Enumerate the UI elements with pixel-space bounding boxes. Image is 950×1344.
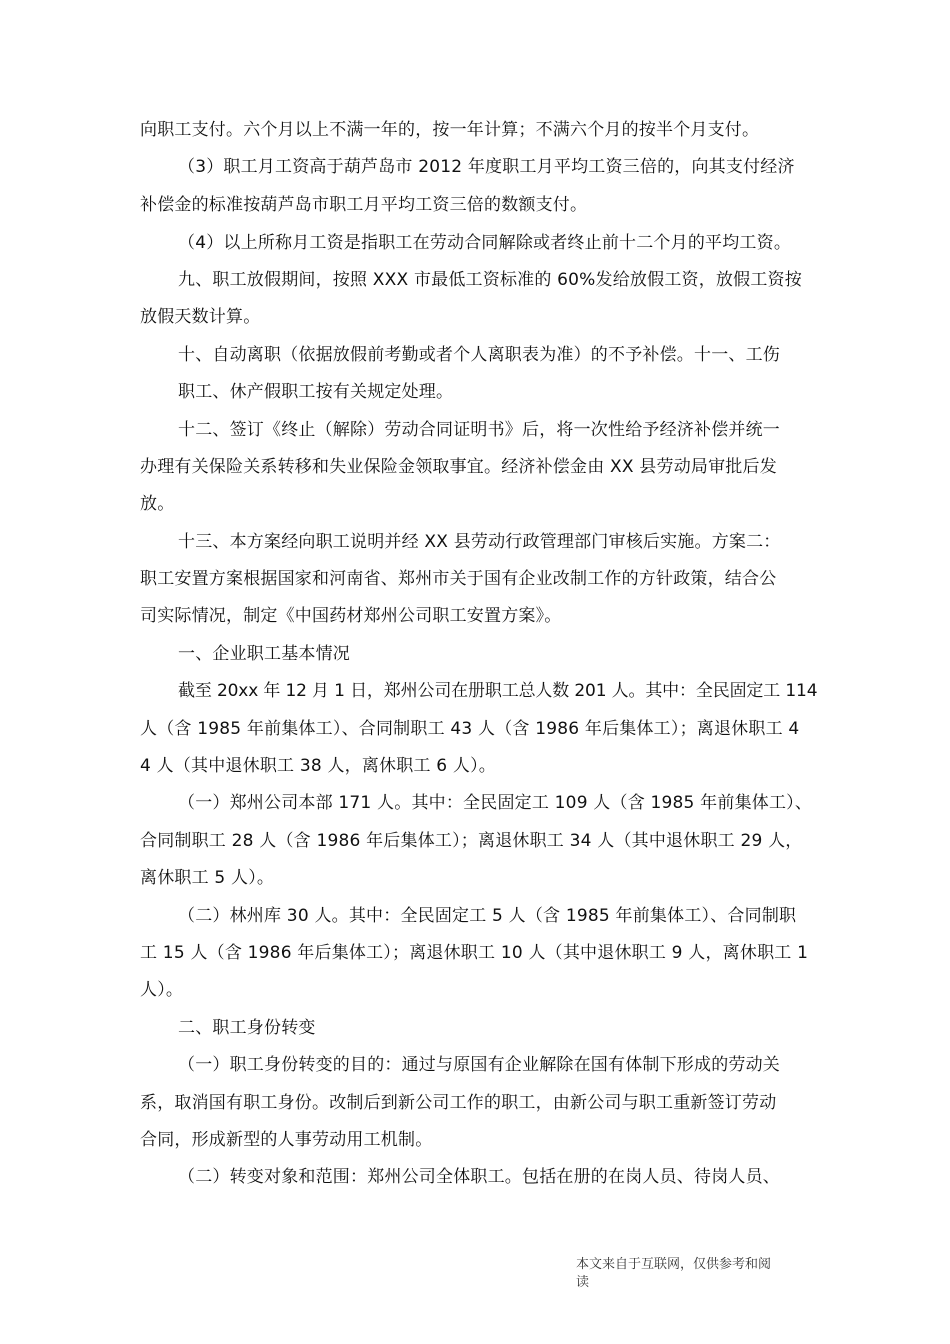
paragraph-line: 九、职工放假期间，按照 XXX 市最低工资标准的 60%发给放假工资，放假工资按 [178, 270, 802, 290]
paragraph-line: 向职工支付。六个月以上不满一年的，按一年计算；不满六个月的按半个月支付。 [140, 120, 760, 140]
paragraph-line: （4）以上所称月工资是指职工在劳动合同解除或者终止前十二个月的平均工资。 [178, 233, 792, 253]
paragraph-line: （一）郑州公司本部 171 人。其中：全民固定工 109 人（含 1985 年前集体工）、 [178, 793, 813, 813]
footer-note [576, 1256, 806, 1292]
paragraph-line: 离休职工 5 人）。 [140, 868, 275, 888]
paragraph-line: 办理有关保险关系转移和失业保险金领取事宜。经济补偿金由 XX 县劳动局审批后发 [140, 457, 777, 477]
footer-line: 本文来自于互联网，仅供参考和阅 [576, 1257, 772, 1272]
paragraph-line: 职工安置方案根据国家和河南省、郑州市关于国有企业改制工作的方针政策，结合公 [140, 569, 777, 589]
paragraph-line: 职工、休产假职工按有关规定处理。 [178, 382, 454, 402]
paragraph-line: 合同制职工 28 人（含 1986 年后集体工）；离退休职工 34 人（其中退休职工 29 人， [140, 831, 803, 851]
paragraph-line: 十、自动离职（依据放假前考勤或者个人离职表为准）的不予补偿。十一、工伤 [178, 345, 780, 365]
paragraph-line: 补偿金的标准按葫芦岛市职工月平均工资三倍的数额支付。 [140, 195, 588, 215]
paragraph-line: 司实际情况，制定《中国药材郑州公司职工安置方案》。 [140, 606, 562, 626]
paragraph-line: 放假天数计算。 [140, 307, 261, 327]
footer-line: 读 [576, 1275, 590, 1290]
section-heading: 一、企业职工基本情况 [178, 644, 350, 664]
paragraph-line: 4 人（其中退休职工 38 人，离休职工 6 人）。 [140, 756, 496, 776]
paragraph-line: 人）。 [140, 980, 184, 1000]
paragraph-line: （二）林州库 30 人。其中：全民固定工 5 人（含 1985 年前集体工）、合同制职 [178, 906, 797, 926]
paragraph-line: 十三、本方案经向职工说明并经 XX 县劳动行政管理部门审核后实施。方案二： [178, 532, 781, 552]
paragraph-line: （3）职工月工资高于葫芦岛市 2012 年度职工月平均工资三倍的，向其支付经济 [178, 157, 795, 177]
paragraph-line: 工 15 人（含 1986 年后集体工）；离退休职工 10 人（其中退休职工 9 人，离休职工 1 [140, 943, 809, 963]
paragraph-line: （一）职工身份转变的目的：通过与原国有企业解除在国有体制下形成的劳动关 [178, 1055, 780, 1075]
paragraph-line: 系，取消国有职工身份。改制后到新公司工作的职工，由新公司与职工重新签订劳动 [140, 1093, 777, 1113]
paragraph-line: 十二、签订《终止（解除）劳动合同证明书》后，将一次性给予经济补偿并统一 [178, 420, 780, 440]
paragraph-line: 人（含 1985 年前集体工）、合同制职工 43 人（含 1986 年后集体工）；离退休职工 4 [140, 719, 800, 739]
paragraph-line: 放。 [140, 494, 175, 514]
paragraph-line: 截至 20xx 年 12 月 1 日，郑州公司在册职工总人数 201 人。其中：全民固定工 114 [178, 681, 818, 701]
section-heading: 二、职工身份转变 [178, 1018, 316, 1038]
paragraph-line: （二）转变对象和范围：郑州公司全体职工。包括在册的在岗人员、待岗人员、 [178, 1167, 780, 1187]
paragraph-line: 合同，形成新型的人事劳动用工机制。 [140, 1130, 433, 1150]
